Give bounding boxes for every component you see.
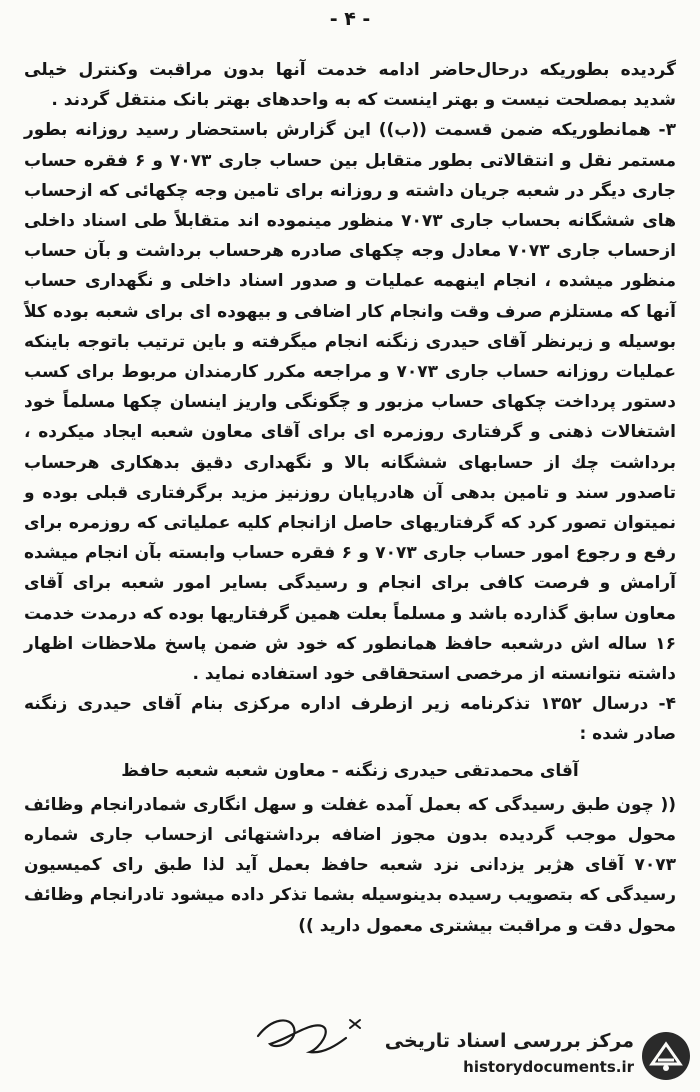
paragraph-item-4: ۴- درسال ۱۳۵۲ تذکرنامه زیر ازطرف اداره مرکزی بنام آقای حیدری زنگنه صادر شده : <box>24 694 676 745</box>
paragraph-continuation: گردیده بطوریکه درحال‌حاضر ادامه خدمت آنها بدون مراقبت وکنترل خیلی شدید بمصلحت نیست و بهتر اینست که به واحدهای بهتر بانک منتقل گردند . <box>24 60 676 111</box>
document-body <box>24 55 676 941</box>
page-number: - ۴ - <box>329 8 371 30</box>
paragraph-item-3: ۳- همانطوریکه ضمن قسمت ((ب)) این گزارش باستحضار رسید روزانه بطور مستمر نقل و انتقالاتی بطور متقابل بین حساب جاری ۷۰۷۳ و ۶ فقره حساب جاری دیگر در شعبه جریان داشته و روزانه برای تامین وجه چکهائی که ازحساب های ششگانه بحساب جاری ۷۰۷۳ منظور مینموده اند متقابلاً طی اسناد داخلی ازحساب جاری ۷۰۷۳ معادل وجه چکهای صادره هرحساب برداشت و بآن حساب منظور میشده ، انجام اینهمه عملیات و صدور اسناد داخلی و نگهداری حساب آنها که مستلزم صرف وقت وانجام کار اضافی و بیهوده ای برای شعبه بوده کلاً بوسیله و زیرنظر آقای حیدری زنگنه انجام میگرفته و باین ترتیب باتوجه باینکه عملیات روزانه حساب جاری ۷۰۷۳ و مراجعه مکرر کارمندان مربوط برای کسب دستور پرداخت چکهای حساب مزبور و چگونگی واریز اینسان چکها مسلماً خود اشتغالات ذهنی و گرفتاری روزمره ای برای آقای معاون شعبه ایجاد میکرده ، برداشت چك از حسابهای ششگانه بالا و نگهداری دقیق بدهکاری هرحساب تاصدور سند و تامین بدهی آن هادرپایان روزنیز مزید برگرفتاری قبلی بوده و نمیتوان تصور کرد که گرفتاریهای حاصل ازانجام کلیه عملیاتی که روزمره برای رفع و رجوع امور حساب جاری ۷۰۷۳ و ۶ فقره حساب وابسته بآن انجام میشده آرامش و فرصت کافی برای انجام و رسیدگی بسایر امور شعبه برای آقای معاون سابق گذارده باشد و مسلماً بعلت همین گرفتاریها بوده که درمدت خدمت ۱۶ ساله اش درشعبه حافظ همانطور که خود ش ضمن پاسخ ملاحظات اظهار داشته نتوانسته از مرخصی استحقاقی خود استفاده نماید . <box>24 120 676 685</box>
archive-name: مرکز بررسی اسناد تاریخی <box>384 1030 634 1052</box>
notice-addressee: آقای محمدتقی حیدری زنگنه - معاون شعبه شعبه حافظ <box>121 760 579 781</box>
notice-text: (( چون طبق رسیدگی که بعمل آمده غفلت و سهل انگاری شمادرانجام وظائف محول موجب گردیده بدون مجوز اضافه برداشتهائی ازحساب جاری شماره ۷۰۷۳ آقای هژبر یزدانی نزد شعبه حافظ بعمل آید لذا طبق رای کمیسیون رسیدگی که بتصویب رسیده بدینوسیله بشما تذکر داده میشود تادرانجام وظائف محول دقت و مراقبت بیشتری معمول دارید )) <box>24 794 676 936</box>
handwritten-signature <box>250 1004 380 1064</box>
archive-url: historydocuments.ir <box>463 1058 634 1076</box>
archive-watermark <box>384 1026 696 1086</box>
archive-logo-icon <box>640 1030 692 1082</box>
